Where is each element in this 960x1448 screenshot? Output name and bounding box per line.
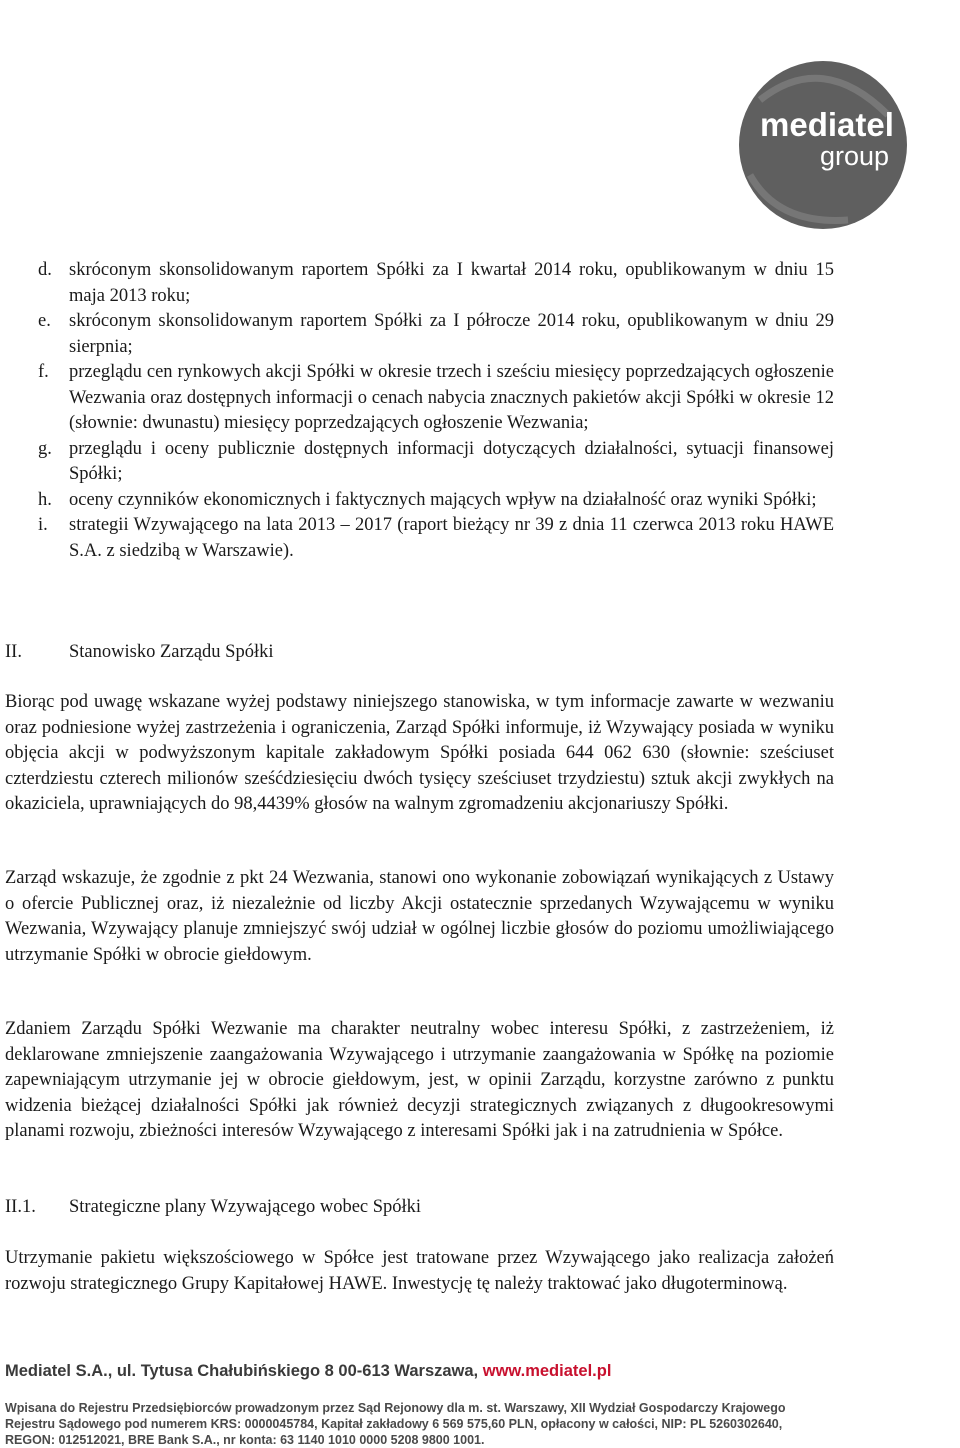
list-marker: h. — [38, 489, 52, 510]
list-item-h — [38, 488, 834, 514]
list-item-text: przeglądu cen rynkowych akcji Spółki w okresie trzech i sześciu miesięcy poprzedzających ogłoszenie Wezwania oraz dostępnych informacji o cenach nabycia znacznych pakietów akcji Spółki w okresie 12 (słownie: dwunastu) miesięcy poprzedzających ogłoszenie Wezwania; — [69, 362, 834, 433]
footer-registry-line-3: REGON: 012512021, BRE Bank S.A., nr konta: 63 1140 1010 0000 5208 9800 1001. — [5, 1433, 485, 1447]
paragraph-board-opinion: Zdaniem Zarządu Spółki Wezwanie ma charakter neutralny wobec interesu Spółki, z zastrzeżeniem, iż deklarowane zmniejszenie zaangażowania Wzywającego i utrzymanie zaangażowania w Spółkę na poziomie zapewniającym utrzymanie jej w obrocie giełdowym, jest, w opinii Zarządu, korzystne zarówno z punktu widzenia bieżącej działalności Spółki jak również decyzji strategicznych związanych z długookresowymi planami rozwoju, zbieżności interesów Wzywającego z interesami Spółki jak i na zatrudnienia w Spółce. — [5, 1019, 834, 1141]
list-item-text: strategii Wzywającego na lata 2013 – 2017 (raport bieżący nr 39 z dnia 11 czerwca 2013 roku HAWE S.A. z siedzibą w Warszawie). — [69, 515, 834, 561]
paragraph-shareholding: Biorąc pod uwagę wskazane wyżej podstawy niniejszego stanowiska, w tym informacje zawarte w wezwaniu oraz podniesione wyżej zastrzeżenia i ograniczenia, Zarząd Spółki informuje, iż Wzywający posiada w wyniku objęcia akcji w podwyższonym kapitale zakładowym Spółki posiada 644 062 630 (słownie: sześciuset czterdziestu czterech milionów sześćdziesięciu dwóch tysięcy sześciuset trzydziestu) sztuk akcji zwykłych na okaziciela, uprawniających do 98,4439% głosów na walnym zgromadzeniu akcjonariuszy Spółki. — [5, 692, 834, 814]
footer-company: Mediatel S.A., ul. Tytusa Chałubińskiego 8 00-613 Warszawa, — [5, 1362, 483, 1380]
list-item-f — [38, 360, 834, 437]
list-marker: g. — [38, 438, 52, 459]
list-item-text: przeglądu i oceny publicznie dostępnych informacji dotyczących działalności, sytuacji finansowej Spółki; — [69, 438, 834, 484]
list-marker: i. — [38, 515, 48, 535]
list-item-i — [38, 513, 834, 564]
mediatel-group-logo — [738, 60, 908, 230]
section-number: II. — [5, 642, 22, 662]
logo-word-group: group — [820, 141, 890, 171]
list-marker: f. — [38, 362, 49, 382]
paragraph-strategic-plans: Utrzymanie pakietu większościowego w Spółce jest tratowane przez Wzywającego jako realizacja założeń rozwoju strategicznego Grupy Kapitałowej HAWE. Inwestycję tę należy traktować jako długoterminową. — [5, 1248, 834, 1294]
footer-registry-line-1: Wpisana do Rejestru Przedsiębiorców prowadzonym przez Sąd Rejonowy dla m. st. Warszawy, XII Wydział Gospodarczy Krajowego — [5, 1401, 786, 1415]
list-marker: e. — [38, 311, 51, 331]
section-title: Strategiczne plany Wzywającego wobec Spółki — [69, 1197, 422, 1217]
list-item-g — [38, 437, 834, 488]
analysis-basis-list — [38, 258, 834, 564]
list-item-d — [38, 258, 834, 309]
paragraph-board-indication: Zarząd wskazuje, że zgodnie z pkt 24 Wezwania, stanowi ono wykonanie zobowiązań wynikających z Ustawy o ofercie Publicznej oraz, iż niezależnie od liczby Akcji ostatecznie sprzedanych Wzywającemu w wyniku Wezwania, Wzywający planuje zmniejszyć swój udział w ogólnej liczbie głosów do poziomu umożliwiającego utrzymanie Spółki w obrocie giełdowym. — [5, 868, 834, 965]
list-item-text: oceny czynników ekonomicznych i faktycznych mających wpływ na działalność oraz wyniki Spółki; — [69, 489, 817, 510]
logo-word-mediatel: mediatel — [760, 106, 894, 143]
list-item-e — [38, 309, 834, 360]
footer-website-link[interactable]: www.mediatel.pl — [482, 1362, 612, 1380]
list-item-text: skróconym skonsolidowanym raportem Spółki za I kwartał 2014 roku, opublikowanym w dniu 15 maja 2013 roku; — [69, 260, 834, 306]
section-number: II.1. — [5, 1197, 36, 1217]
footer-company-line — [5, 1362, 611, 1381]
section-heading-ii-1 — [5, 1195, 421, 1221]
section-title: Stanowisko Zarządu Spółki — [69, 642, 274, 662]
list-item-text: skróconym skonsolidowanym raportem Spółki za I półrocze 2014 roku, opublikowanym w dniu 29 sierpnia; — [69, 311, 834, 357]
section-heading-ii — [5, 640, 274, 666]
footer-registry-line-2: Rejestru Sądowego pod numerem KRS: 0000045784, Kapitał zakładowy 6 569 575,60 PLN, opłacony w całości, NIP: PL 5260302640, — [5, 1417, 783, 1431]
list-marker: d. — [38, 260, 52, 280]
